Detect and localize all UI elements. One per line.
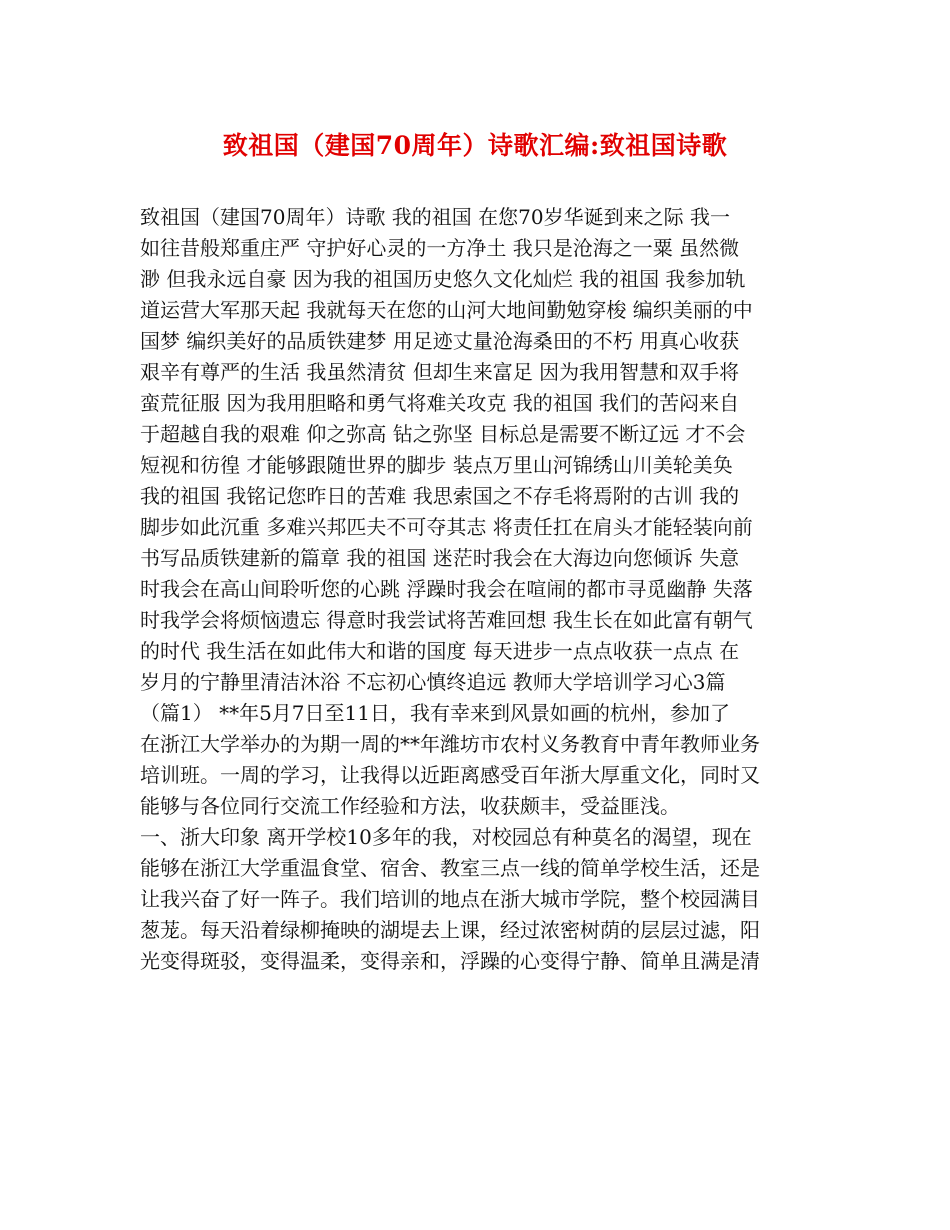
body-line: 脚步如此沉重 多难兴邦匹夫不可夺其志 将责任扛在肩头才能轻装向前 <box>140 515 753 539</box>
body-line: 书写品质铁建新的篇章 我的祖国 迷茫时我会在大海边向您倾诉 失意 <box>140 546 740 570</box>
body-line: 光变得斑驳，变得温柔，变得亲和，浮躁的心变得宁静、简单且满是清 <box>140 949 760 973</box>
body-line: 短视和彷徨 才能够跟随世界的脚步 装点万里山河锦绣山川美轮美奂 <box>140 453 733 477</box>
body-line: 一、浙大印象 离开学校10多年的我，对校园总有种莫名的渴望，现在 <box>140 825 752 849</box>
body-line: 于超越自我的艰难 仰之弥高 钻之弥坚 目标总是需要不断辽远 才不会 <box>140 422 746 446</box>
body-line: 在浙江大学举办的为期一周的**年潍坊市农村义务教育中青年教师业务 <box>140 732 760 756</box>
body-line: 时我会在高山间聆听您的心跳 浮躁时我会在喧闹的都市寻觅幽静 失落 <box>140 577 753 601</box>
body-line: （篇1） **年5月7日至11日，我有幸来到风景如画的杭州，参加了 <box>140 701 730 725</box>
body-line: 葱茏。每天沿着绿柳掩映的湖堤去上课，经过浓密树荫的层层过滤，阳 <box>140 918 760 942</box>
body-line: 让我兴奋了好一阵子。我们培训的地点在浙大城市学院，整个校园满目 <box>140 887 760 911</box>
body-line: 渺 但我永远自豪 因为我的祖国历史悠久文化灿烂 我的祖国 我参加轨 <box>140 267 746 291</box>
body-line: 时我学会将烦恼遗忘 得意时我尝试将苦难回想 我生长在如此富有朝气 <box>140 608 753 632</box>
body-line: 国梦 编织美好的品质铁建梦 用足迹丈量沧海桑田的不朽 用真心收获 <box>140 329 740 353</box>
body-line: 能够在浙江大学重温食堂、宿舍、教室三点一线的简单学校生活，还是 <box>140 856 760 880</box>
document-body <box>140 202 820 977</box>
body-line: 如往昔般郑重庄严 守护好心灵的一方净土 我只是沧海之一粟 虽然微 <box>140 236 740 260</box>
body-line: 道运营大军那天起 我就每天在您的山河大地间勤勉穿梭 编织美丽的中 <box>140 298 753 322</box>
body-line: 致祖国（建国70周年）诗歌 我的祖国 在您70岁华诞到来之际 我一 <box>140 205 730 229</box>
document-title: 致祖国（建国70周年）诗歌汇编:致祖国诗歌 <box>222 131 728 160</box>
body-line: 的时代 我生活在如此伟大和谐的国度 每天进步一点点收获一点点 在 <box>140 639 740 663</box>
body-line: 我的祖国 我铭记您昨日的苦难 我思索国之不存毛将焉附的古训 我的 <box>140 484 740 508</box>
body-line: 能够与各位同行交流工作经验和方法，收获颇丰，受益匪浅。 <box>140 794 680 818</box>
body-line: 艰辛有尊严的生活 我虽然清贫 但却生来富足 因为我用智慧和双手将 <box>140 360 740 384</box>
body-line: 蛮荒征服 因为我用胆略和勇气将难关攻克 我的祖国 我们的苦闷来自 <box>140 391 740 415</box>
body-line: 岁月的宁静里清洁沐浴 不忘初心慎终追远 教师大学培训学习心3篇 <box>140 670 726 694</box>
body-line: 培训班。一周的学习，让我得以近距离感受百年浙大厚重文化，同时又 <box>140 763 760 787</box>
